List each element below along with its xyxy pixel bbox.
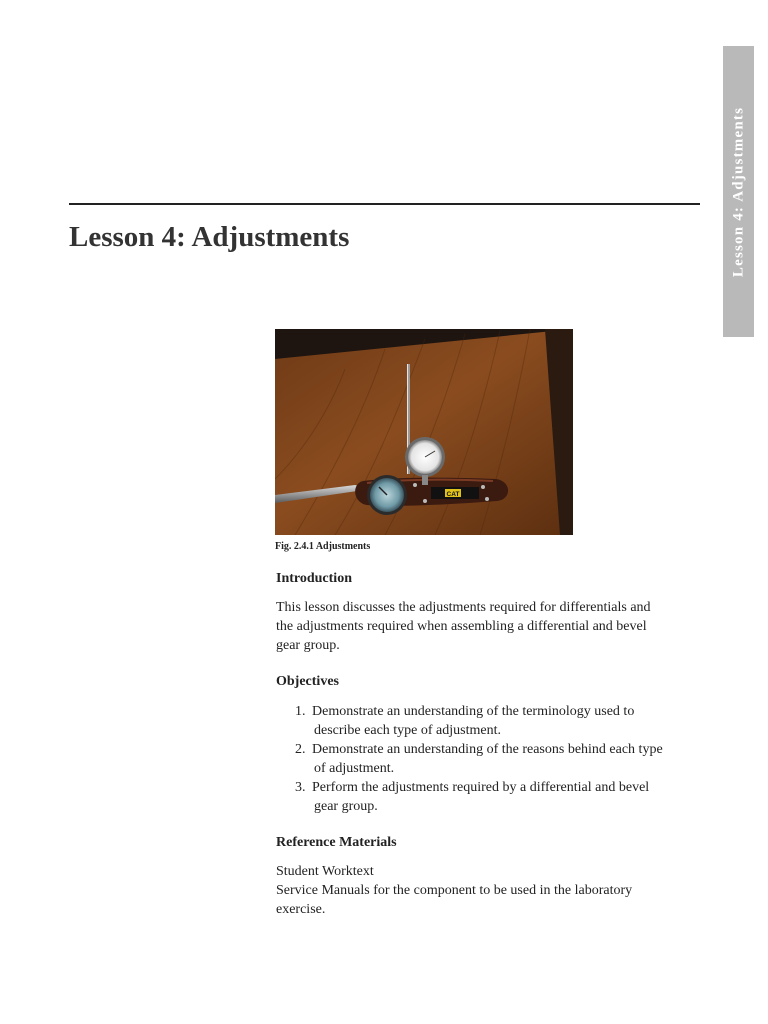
introduction-line: gear group. xyxy=(276,638,340,653)
objective-line: describe each type of adjustment. xyxy=(314,723,501,738)
figure-caption: Fig. 2.4.1 Adjustments xyxy=(275,541,371,552)
header-rule xyxy=(69,203,700,205)
objective-item xyxy=(295,740,706,778)
objectives-heading: Objectives xyxy=(276,674,339,689)
objective-line: of adjustment. xyxy=(314,761,395,776)
lesson-content xyxy=(276,569,706,919)
objective-line: Demonstrate an understanding of the reasons behind each type xyxy=(312,742,663,757)
objective-text xyxy=(310,740,706,778)
objective-number: 1. xyxy=(295,704,306,719)
reference-line: exercise. xyxy=(276,902,326,917)
objective-number: 2. xyxy=(295,742,306,757)
introduction-line: the adjustments required when assembling a differential and bevel xyxy=(276,619,647,634)
objective-text xyxy=(310,702,706,740)
figure-photo xyxy=(275,329,573,535)
objective-line: Demonstrate an understanding of the terminology used to xyxy=(312,704,635,719)
side-tab-label: Lesson 4: Adjustments xyxy=(730,106,746,277)
introduction-heading: Introduction xyxy=(276,571,352,586)
reference-materials-paragraph xyxy=(276,862,706,919)
reference-materials-heading: Reference Materials xyxy=(276,835,397,850)
cat-logo-text: CAT xyxy=(446,491,460,498)
objective-line: Perform the adjustments required by a differential and bevel xyxy=(312,780,650,795)
objective-item xyxy=(295,778,706,816)
torque-wrench-photo xyxy=(275,329,573,535)
side-tab xyxy=(723,46,754,337)
introduction-paragraph xyxy=(276,598,706,655)
page-title: Lesson 4: Adjustments xyxy=(69,221,350,253)
objective-line: gear group. xyxy=(314,799,378,814)
objective-item xyxy=(295,702,706,740)
reference-line: Student Worktext xyxy=(276,864,374,879)
objective-number: 3. xyxy=(295,780,306,795)
objectives-list xyxy=(276,702,706,816)
introduction-line: This lesson discusses the adjustments required for differentials and xyxy=(276,600,651,615)
reference-line: Service Manuals for the component to be used in the laboratory xyxy=(276,883,633,898)
objective-text xyxy=(310,778,706,816)
